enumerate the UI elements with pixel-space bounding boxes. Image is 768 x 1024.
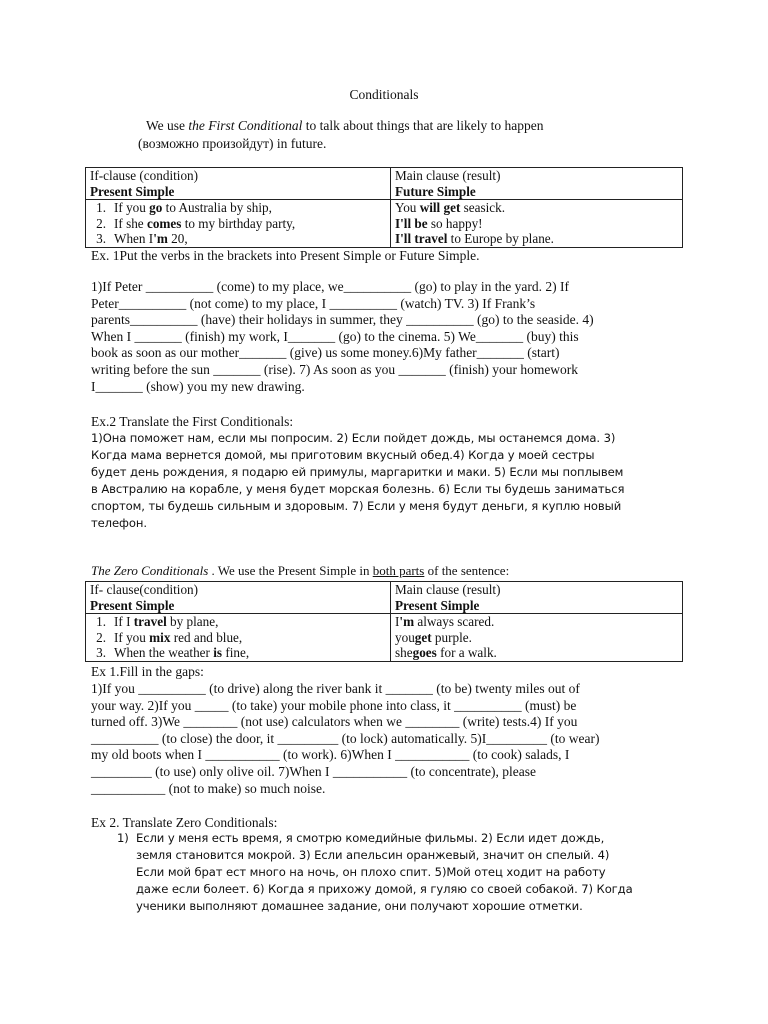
row-verb: travel [133,614,167,630]
first-conditional-table [85,167,683,248]
exercise-line: book as soon as our mother_______ (give) us some money.6)My father_______ (start) [91,345,560,361]
condition-column [86,614,391,662]
exercise-line: 1)If Peter __________ (come) to my place, we__________ (go) to play in the yard. 2) If [91,279,569,294]
header-label: Main clause (result) [395,168,501,183]
row-text: she [395,645,413,661]
header-label: Main clause (result) [395,582,501,597]
row-verb: mix [149,629,171,645]
row-number: 1. [96,200,106,216]
zero-intro-underlined: both parts [372,563,425,578]
row-text: When the weather [114,645,214,661]
exercise-line: ___________ (not to make) so much noise. [91,780,326,796]
row-text: to Europe by plane. [447,231,554,247]
condition-column [86,200,391,248]
exercise-line: спортом, ты будешь сильным и здоровым. 7) Если у меня будут деньги, я куплю новый [91,499,622,513]
exercise-line: даже если болеет. 6) Когда я прихожу домой, я гуляю со своей собакой. 7) Когда [136,882,633,896]
table-row [90,614,386,630]
exercise-1-text [91,279,711,395]
exercise-line: в Австралию на корабле, у меня будет морская болезнь. 6) Если ты будешь заниматься [91,482,625,496]
table-body-row [86,200,683,248]
exercise-line: Когда мама вернется домой, мы приготовим вкусный обед.4) Когда у моей сестры [91,448,595,462]
exercise-line: your way. 2)If you _____ (to take) your mobile phone into class, it __________ (must) be [91,697,577,713]
header-tense: Present Simple [90,597,175,613]
exercise-line: Если мой брат ест много на ночь, он плохо спит. 5)Мой отец ходит на работу [136,865,606,879]
intro-emphasis: the First Conditional [188,118,303,133]
row-verb: 'm [399,614,415,630]
intro-line-2: (возможно произойдут) in future. [138,136,327,151]
zero-conditional-intro [91,563,731,580]
exercise-4-heading: Ex 2. Translate Zero Conditionals: [91,815,278,830]
exercise-line: When I _______ (finish) my work, I_______ (go) to the cinema. 5) We_______ (buy) this [91,328,579,344]
exercise-line: my old boots when I ___________ (to work). 6)When I ___________ (to cook) salads, I [91,747,570,763]
result-column [391,200,683,248]
exercise-line: будет день рождения, я подарю ей примулы, маргаритки и маки. 5) Если мы поплывем [91,465,624,479]
result-column [391,614,683,662]
table-header-left [86,582,391,614]
table-header-right [391,582,683,614]
table-row [90,630,386,646]
zero-intro-emphasis: The Zero Conditionals [91,563,209,578]
row-verb: 'm [153,231,168,247]
table-header-right [391,168,683,200]
row-number: 3. [96,645,106,661]
exercise-4-number: 1) [117,831,129,845]
row-text: If she [114,215,147,231]
exercise-line: 1)Она поможет нам, если мы попросим. 2) Если пойдет дождь, мы останемся дома. 3) [91,431,616,445]
row-verb: get [414,629,432,645]
row-text: 20, [167,231,188,247]
table-row [90,216,386,232]
header-tense: Present Simple [90,183,175,199]
header-tense: Present Simple [395,597,480,613]
exercise-1-heading: Ex. 1Put the verbs in the brackets into Present Simple or Future Simple. [91,248,480,263]
zero-intro-text: . We use the Present Simple in [208,563,373,578]
header-label: If- clause(condition) [90,582,199,597]
row-verb: go [149,200,163,216]
table-body-row [86,614,683,662]
row-text: If I [114,614,134,630]
exercise-line: ученики выполняют домашнее задание, они получают хорошие отметки. [136,899,583,913]
exercise-line: Peter__________ (not come) to my place, I __________ (watch) TV. 3) If Frank’s [91,295,536,311]
exercise-2-heading: Ex.2 Translate the First Conditionals: [91,414,294,429]
exercise-4-text [136,830,736,915]
table-header-row [86,168,683,200]
row-text: I [395,614,400,630]
row-text: If you [114,200,150,216]
exercise-line: writing before the sun _______ (rise). 7) As soon as you _______ (finish) your homework [91,361,579,377]
row-text: When I [114,231,154,247]
row-number: 2. [96,215,106,231]
exercise-line: земля становится мокрой. 3) Если апельсин оранжевый, значит он спелый. 4) [136,848,610,862]
intro-line-1 [146,118,746,135]
row-verb: I'll travel [395,231,448,247]
row-verb: is [213,645,223,661]
exercise-line: _________ (to use) only olive oil. 7)When I ___________ (to concentrate), please [91,763,537,779]
exercise-2-text [91,430,731,532]
row-number: 3. [96,231,106,247]
row-text: fine, [222,645,250,661]
zero-conditional-table [85,581,683,662]
row-text: You [395,200,420,216]
table-row [395,645,678,661]
page-title: Conditionals [349,87,419,102]
table-row [90,645,386,661]
table-header-left [86,168,391,200]
exercise-3-text [91,681,711,797]
row-text: always scared. [414,614,495,630]
exercise-3-heading: Ex 1.Fill in the gaps: [91,664,204,679]
row-text: purple. [431,629,472,645]
row-text: to my birthday party, [181,215,296,231]
row-text: for a walk. [436,645,497,661]
table-row [395,630,678,646]
row-text: to Australia by ship, [162,200,272,216]
exercise-line: turned off. 3)We ________ (not use) calculators when we ________ (write) tests.4) If you [91,714,578,730]
table-row [395,614,678,630]
row-text: seasick. [460,200,506,216]
table-header-row [86,582,683,614]
table-row [90,200,386,216]
header-tense: Future Simple [395,183,476,199]
row-number: 1. [96,614,106,630]
row-verb: I'll be [395,215,428,231]
intro-text-pre: We use [146,118,189,133]
table-row [90,231,386,247]
row-verb: will get [419,200,461,216]
exercise-line: parents__________ (have) their holidays in summer, they __________ (go) to the seaside. 4) [91,312,594,328]
row-verb: comes [146,215,182,231]
zero-intro-text: of the sentence: [424,563,510,578]
exercise-line: телефон. [91,516,147,530]
exercise-line: Если у меня есть время, я смотрю комедийные фильмы. 2) Если идет дождь, [136,831,605,845]
exercise-line: __________ (to close) the door, it _________ (to lock) automatically. 5)I_________ (to wear) [91,730,600,746]
row-number: 2. [96,629,106,645]
table-row [395,216,678,232]
intro-text-post: to talk about things that are likely to happen [302,118,544,133]
exercise-line: I_______ (show) you my new drawing. [91,378,305,394]
table-row [395,200,678,216]
row-text: by plane, [166,614,219,630]
row-text: so happy! [427,215,483,231]
row-verb: goes [412,645,437,661]
row-text: you [395,629,415,645]
row-text: If you [114,629,150,645]
header-label: If-clause (condition) [90,168,199,183]
table-row [395,231,678,247]
row-text: red and blue, [170,629,243,645]
exercise-line: 1)If you __________ (to drive) along the river bank it _______ (to be) twenty miles out of [91,681,580,696]
